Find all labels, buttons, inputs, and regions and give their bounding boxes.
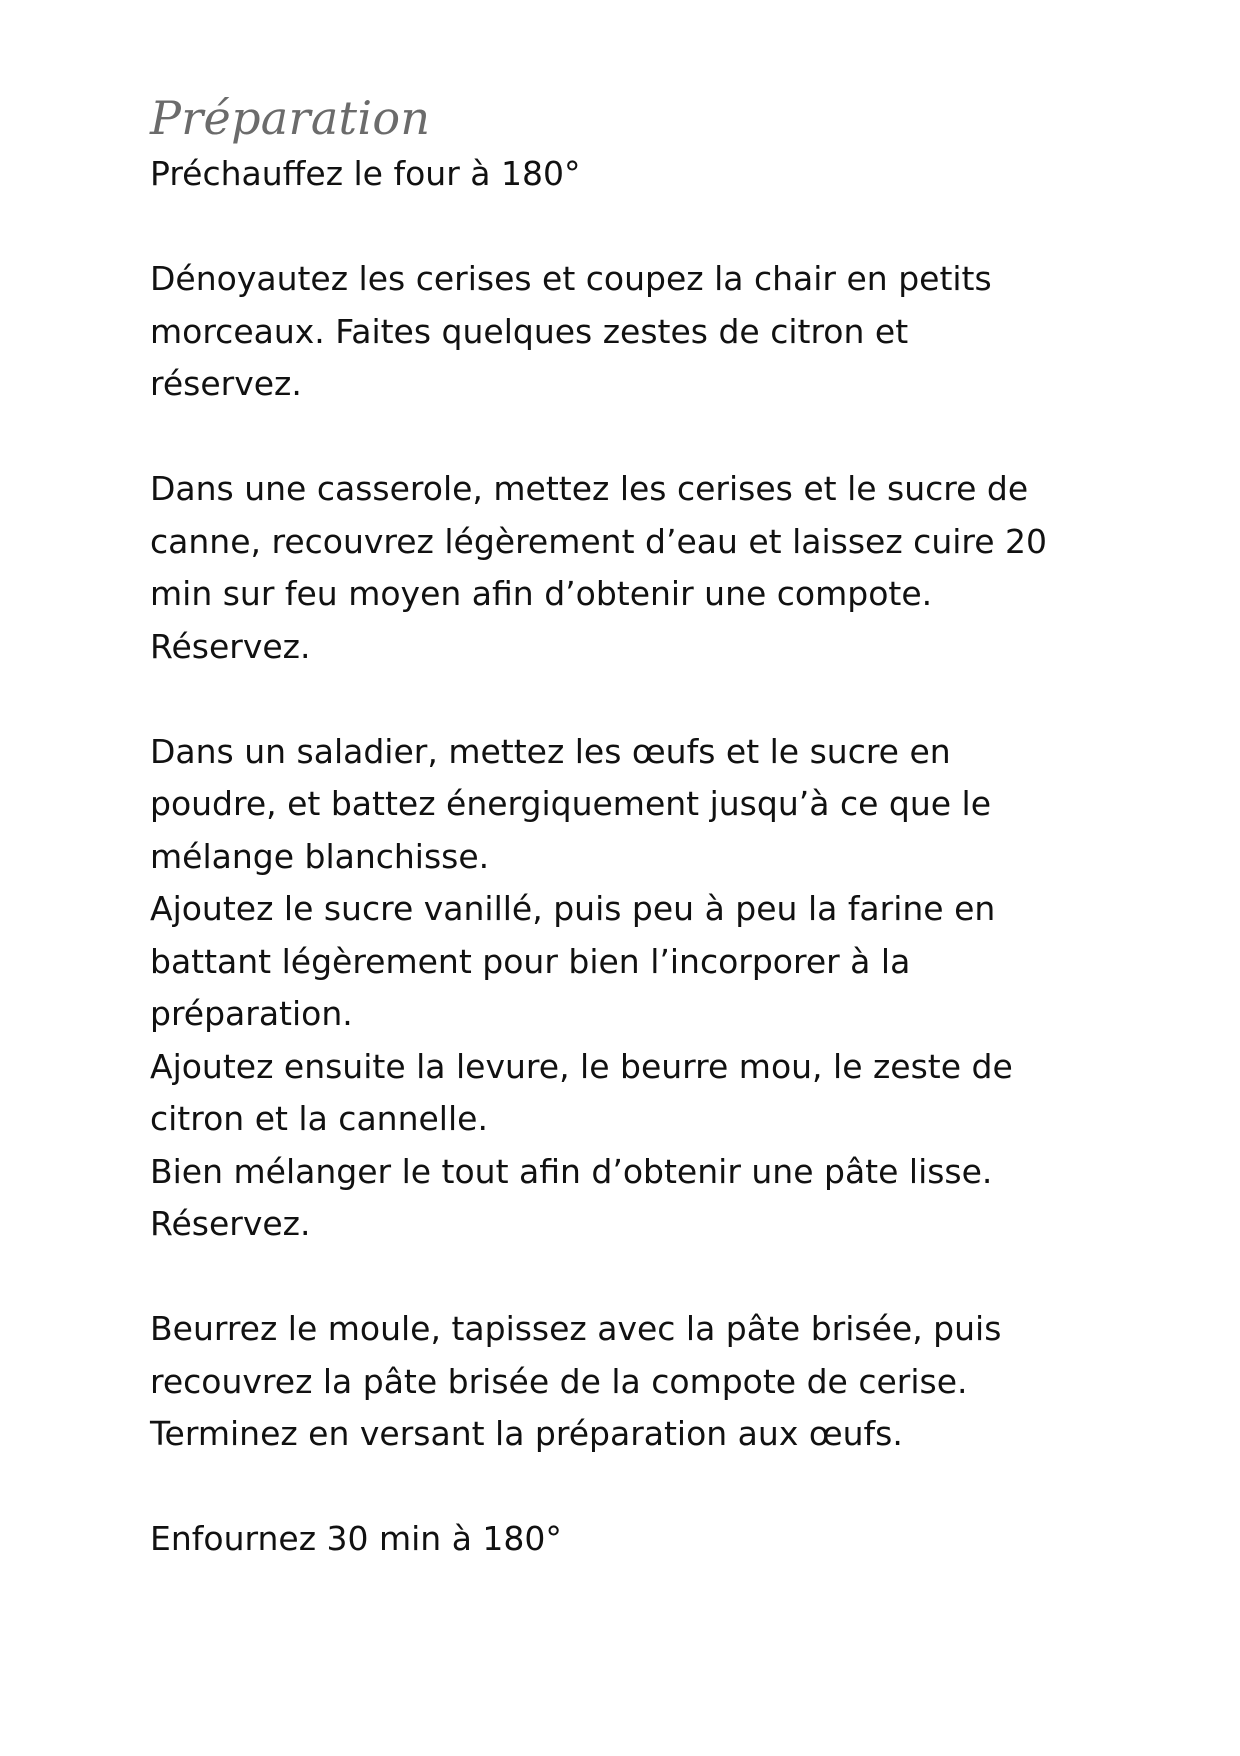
text-line: mélange blanchisse. [150,836,490,876]
text-line: Terminez en versant la préparation aux œufs. [150,1414,903,1453]
paragraph-gap [150,673,1120,726]
text-line: Ajoutez le sucre vanillé, puis peu à peu la farine en [150,889,996,928]
text-line: canne, recouvrez légèrement d’eau et laissez cuire 20 [150,521,1048,561]
text-line: min sur feu moyen afin d’obtenir une compote. [150,574,933,613]
text-line: Réservez. [150,1204,311,1243]
text-line: Préchauffez le four à 180° [150,154,581,193]
text-line: battant légèrement pour bien l’incorporer à la [150,941,911,981]
text-line: Bien mélanger le tout afin d’obtenir une pâte lisse. [150,1151,993,1191]
text-line: Réservez. [150,626,311,666]
text-line: Dans un saladier, mettez les œufs et le sucre en [150,731,951,771]
text-line: recouvrez la pâte brisée de la compote de cerise. [150,1361,968,1401]
text-line: Dans une casserole, mettez les cerises et le sucre de [150,469,1029,508]
text-line: morceaux. Faites quelques zestes de citron et [150,311,909,351]
text-line: citron et la cannelle. [150,1099,488,1138]
text-line: préparation. [150,994,353,1033]
section-title: Préparation [150,91,431,145]
text-line: Enfournez 30 min à 180° [150,1519,562,1558]
text-line: poudre, et battez énergiquement jusqu’à ce que le [150,784,992,823]
text-line: Dénoyautez les cerises et coupez la chair en petits [150,259,992,298]
text-line: Ajoutez ensuite la levure, le beurre mou, le zeste de [150,1046,1013,1086]
text-line: réservez. [150,364,302,403]
text-line: Beurrez le moule, tapissez avec la pâte brisée, puis [150,1309,1002,1348]
paragraph-gap [150,201,1120,254]
paragraph-gap [150,411,1120,464]
paragraph-gap [150,1251,1120,1304]
paragraph-gap [150,1461,1120,1514]
preparation-text [150,148,1120,1566]
